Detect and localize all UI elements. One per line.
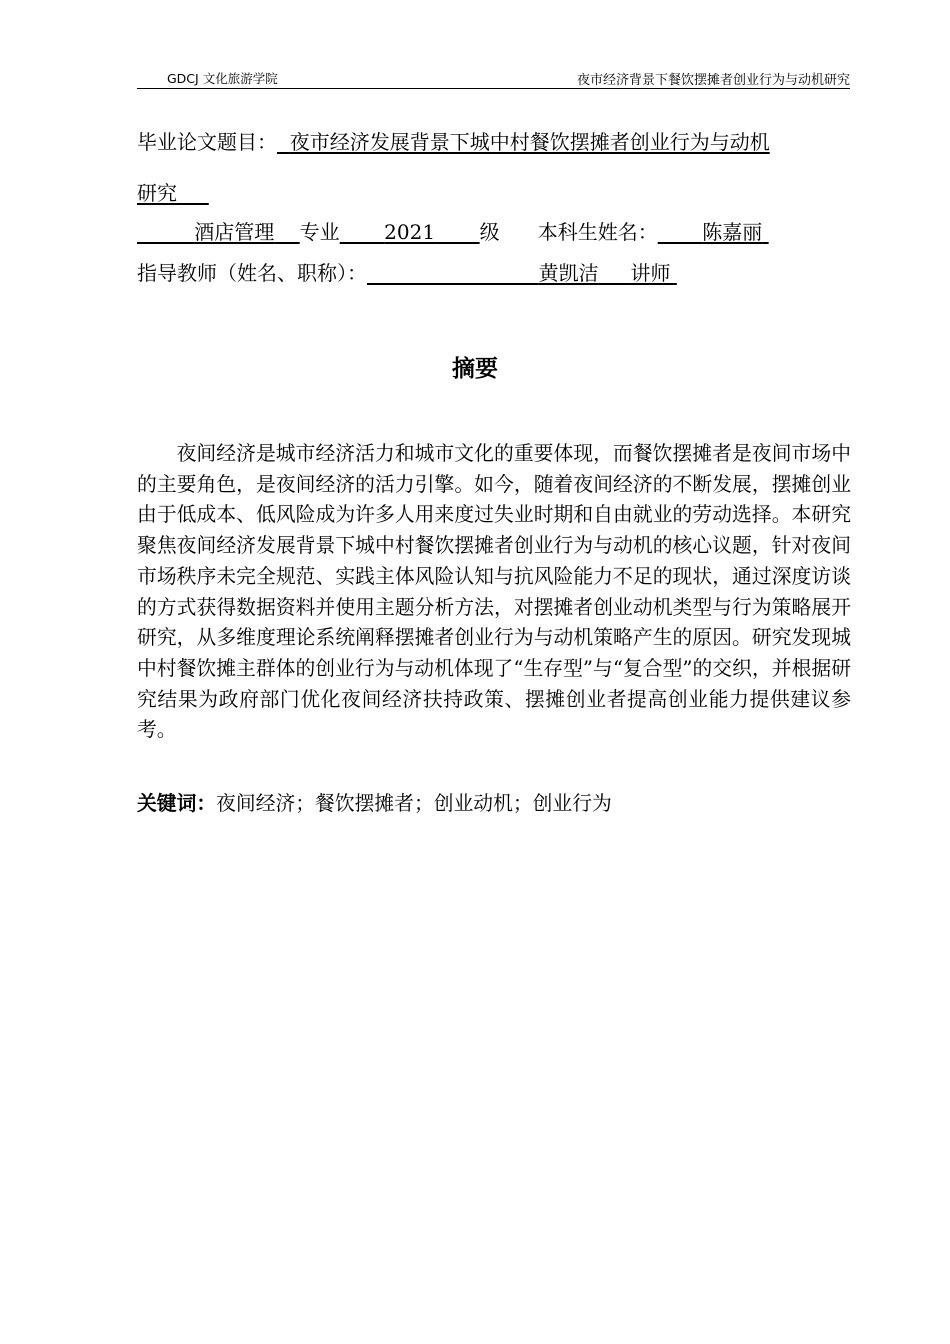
keywords-label: 关键词： — [137, 792, 217, 815]
advisor-title: 讲师 — [630, 261, 671, 285]
thesis-title-text2: 研究 — [137, 181, 177, 205]
grade-field — [340, 220, 480, 244]
page-header — [137, 66, 850, 89]
grade-value: 2021 — [384, 220, 436, 244]
thesis-title-line — [137, 129, 770, 155]
thesis-title-text1: 夜市经济发展背景下城中村餐饮摆摊者创业行为与动机 — [289, 130, 770, 154]
header-institution: GDCJ 文化旅游学院 — [167, 71, 278, 86]
student-name: 陈嘉丽 — [702, 220, 763, 244]
major-value: 酒店管理 — [194, 220, 275, 244]
major-field — [137, 220, 300, 244]
advisor-label: 指导教师（姓名、职称）： — [137, 261, 367, 285]
student-field — [658, 220, 769, 244]
advisor-name: 黄凯洁 — [538, 261, 599, 285]
keywords-line — [137, 791, 612, 817]
abstract-heading: 摘要 — [452, 356, 498, 382]
thesis-title-continuation — [137, 180, 209, 206]
major-label: 专业 — [299, 220, 340, 244]
header-thesis-short-title: 夜市经济背景下餐饮摆摊者创业行为与动机研究 — [576, 73, 850, 88]
major-grade-student-line — [137, 219, 769, 245]
thesis-title-label: 毕业论文题目： — [137, 130, 277, 154]
thesis-title-part1 — [277, 130, 770, 154]
keywords-text: 夜间经济；餐饮摆摊者；创业动机；创业行为 — [216, 792, 612, 815]
advisor-field — [367, 261, 677, 285]
thesis-title-part2 — [137, 181, 209, 205]
advisor-line — [137, 260, 677, 286]
grade-label: 级 — [479, 220, 500, 244]
student-label: 本科生姓名： — [537, 220, 658, 244]
abstract-body: 夜间经济是城市经济活力和城市文化的重要体现，而餐饮摆摊者是夜间市场中的主要角色，是夜间经济的活力引擎。如今，随着夜间经济的不断发展，摆摊创业由于低成本、低风险成为许多人用来度过失业时期和自由就业的劳动选择。本研究聚焦夜间经济发展背景下城中村餐饮摆摊者创业行为与动机的核心议题，针对夜间市场秩序未完全规范、实践主体风险认知与抗风险能力不足的现状，通过深度访谈的方式获得数据资料并使用主题分析方法，对摆摊者创业动机类型与行为策略展开研究，从多维度理论系统阐释摆摊者创业行为与动机策略产生的原因。研究发现城中村餐饮摊主群体的创业行为与动机体现了“生存型”与“复合型”的交织，并根据研究结果为政府部门优化夜间经济扶持政策、摆摊创业者提高创业能力提供建议参考。 — [137, 442, 851, 742]
